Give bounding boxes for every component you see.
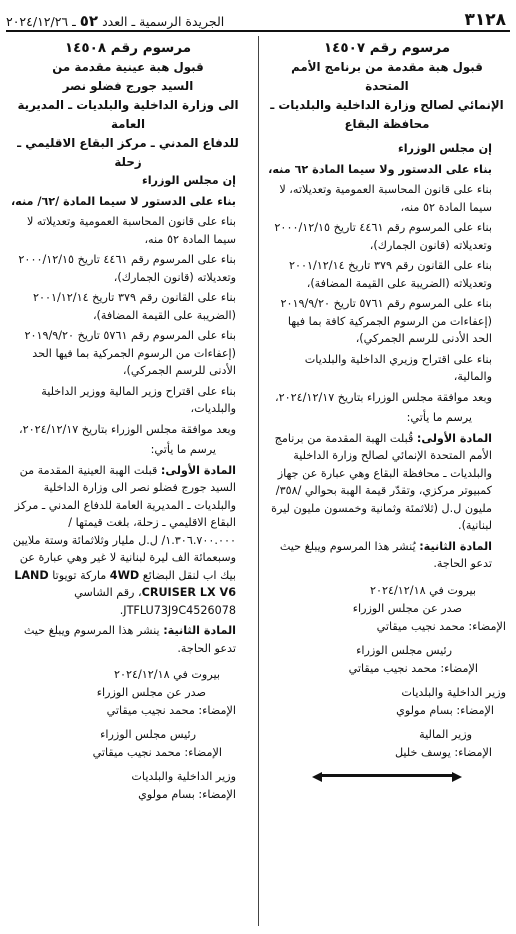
legal-basis: بناء على اقتراح وزيري الداخلية والبلديات والمالية، [304, 352, 492, 383]
council-heading: إن مجلس الوزراء [141, 174, 236, 187]
column-divider [258, 36, 259, 926]
issue-number: ٥٢ [79, 12, 99, 30]
constitution-basis: بناء على الدستور ولا سيما المادة ٦٢ منه، [268, 162, 492, 176]
article-1-label: المادة الأولى: [160, 463, 236, 477]
decree-subject-line: قبول هبة مقدمة من برنامج الأمم المتحدة [291, 60, 483, 93]
article-2-text: يُنشر هذا المرسوم ويبلغ حيث تدعو الحاجة. [279, 539, 492, 570]
article-1-text: قُبلت الهبة المقدمة من برنامج الأمم المتحدة الإنمائي لصالح وزارة الداخلية والبلديات ـ محافظة البقاع وهي عبارة عن جهاز كمبيوتر مركزي، وتقدّر قيمة الهبة بحوالي /٣٥٨/ مليون ل.ل (ثلاثمئة وثمانية وخمسون مليون ليرة لبنانية). [271, 431, 492, 532]
decree-14507 [268, 38, 506, 777]
chassis-label: ، رقم الشاسي [74, 586, 142, 599]
vehicle-brand: ماركة تويوتا [52, 568, 107, 582]
council-heading: إن مجلس الوزراء [397, 142, 492, 155]
decree-subject-line: محافظة البقاع [344, 117, 430, 131]
signature: الإمضاء: محمد نجيب ميقاتي [376, 619, 506, 633]
end-divider [322, 774, 452, 777]
signature: الإمضاء: محمد نجيب ميقاتي [106, 704, 236, 717]
article-1-text: قبلت الهبة العينية المقدمة من السيد جورج فضلو نصر الى وزارة الداخلية والبلديات ـ المديرية العامة للدفاع المدني ـ مركز البقاع الاقليمي ـ زحلة، بلغت قيمتها /١.٣٠٦.٧٠٠.٠٠٠/ ل.ل مليار وثلاثمائة وستة ملايين وسبعمائة الف ليرة لبنانية لا غير وهي عبارة عن بيك اب لنقل البضائع [12, 463, 236, 582]
legal-basis: بناء على القانون رقم ٣٧٩ تاريخ ٢٠٠١/١٢/١٤ (الضريبة على القيمة المضافة)، [32, 291, 236, 322]
decree-title: مرسوم رقم ١٤٥٠٨ [64, 40, 192, 56]
legal-basis: بناء على المرسوم رقم ٥٧٦١ تاريخ ٢٠١٩/٩/٢٠ (إعفاءات من الرسوم الجمركية بما فيها الحد الأدنى للرسم الجمركي)، [24, 329, 236, 377]
decree-subject-line: الإنمائي لصالح وزارة الداخلية والبلديات ـ [270, 98, 504, 112]
decree-subject-line: للدفاع المدني ـ مركز البقاع الاقليمي ـ زحلة [17, 136, 239, 169]
gazette-date: ـ ٢٠٢٤/١٢/٢٦ [6, 14, 76, 29]
article-1-label: المادة الأولى: [416, 431, 492, 445]
constitution-basis: بناء على الدستور لا سيما المادة /٦٢/ منه، [10, 194, 236, 208]
vehicle-drive: 4WD [109, 568, 140, 582]
page-header [6, 4, 510, 32]
page-number: ٣١٢٨ [464, 10, 506, 30]
legal-basis: وبعد موافقة مجلس الوزراء بتاريخ ٢٠٢٤/١٢/١٧، [19, 422, 236, 436]
gazette-title [6, 12, 224, 30]
decree-14508 [6, 38, 250, 804]
interior-minister-title: وزير الداخلية والبلديات [131, 770, 236, 783]
legal-basis: وبعد موافقة مجلس الوزراء بتاريخ ٢٠٢٤/١٢/١٧، [275, 390, 492, 404]
legal-basis: بناء على المرسوم رقم ٤٤٦١ تاريخ ٢٠٠٠/١٢/١٥ وتعديلاته (قانون الجمارك)، [18, 253, 236, 284]
decrees-heading: يرسم ما يأتي: [150, 443, 216, 456]
article-2-label: المادة الثانية: [419, 539, 492, 553]
decree-title: مرسوم رقم ١٤٥٠٧ [323, 40, 451, 56]
signature: الإمضاء: بسام مولوي [396, 703, 494, 717]
issued-by: صدر عن مجلس الوزراء [96, 686, 206, 699]
legal-basis: بناء على اقتراح وزير المالية ووزير الداخلية والبلديات، [41, 384, 236, 415]
legal-basis: بناء على القانون رقم ٣٧٩ تاريخ ٢٠٠١/١٢/١٤ وتعديلاته (الضريبة على القيمة المضافة)، [288, 259, 492, 290]
signature: الإمضاء: محمد نجيب ميقاتي [92, 746, 222, 759]
signature-block [268, 582, 506, 762]
article-2 [268, 538, 506, 573]
pm-title: رئيس مجلس الوزراء [356, 643, 452, 657]
finance-minister-title: وزير المالية [419, 727, 472, 741]
article-1 [268, 430, 506, 535]
decree-subject-line: الى وزارة الداخلية والبلديات ـ المديرية العامة [17, 98, 239, 131]
signature-block [6, 666, 250, 804]
legal-basis: بناء على المرسوم رقم ٤٤٦١ تاريخ ٢٠٠٠/١٢/١٥ وتعديلاته (قانون الجمارك)، [274, 221, 492, 252]
article-2-label: المادة الثانية: [163, 624, 236, 637]
place-date: بيروت في ٢٠٢٤/١٢/١٨ [113, 668, 220, 681]
vehicle-model: LAND CRUISER LX V6 [14, 568, 236, 599]
legal-basis: بناء على قانون المحاسبة العمومية وتعديلاته لا سيما المادة ٥٢ منه، [26, 215, 236, 246]
decree-subject-line: السيد جورج فضلو نصر [62, 79, 194, 93]
article-1: المادة الأولى: قبلت الهبة العينية المقدمة من السيد جورج فضلو نصر الى وزارة الداخلية والبلديات ـ المديرية العامة للدفاع المدني ـ مركز البقاع الاقليمي ـ زحلة، بلغت قيمتها /١.٣٠٦.٧٠٠.٠٠٠/ ل.ل مليار وثلاثمائة وستة ملايين وسبعمائة الف ليرة لبنانية لا غير وهي عبارة عن بيك اب لنقل البضائع 4WD ماركة تويوتا LAND CRUISER LX V6، رقم الشاسي JTFLU73J9C4526078. [12, 463, 236, 617]
signature: الإمضاء: بسام مولوي [138, 788, 236, 801]
signature: الإمضاء: يوسف خليل [394, 745, 492, 759]
pm-title: رئيس مجلس الوزراء [100, 728, 196, 741]
chassis-number: JTFLU73J9C4526078 [123, 603, 236, 617]
legal-basis: بناء على قانون المحاسبة العمومية وتعديلاته، لا سيما المادة ٥٢ منه، [279, 183, 492, 214]
issued-by: صدر عن مجلس الوزراء [352, 601, 462, 615]
place-date: بيروت في ٢٠٢٤/١٢/١٨ [369, 583, 476, 597]
article-2 [6, 622, 250, 657]
interior-minister-title: وزير الداخلية والبلديات [401, 685, 506, 699]
decree-subject-line: قبول هبة عينية مقدمة من [52, 60, 204, 74]
decrees-heading: يرسم ما يأتي: [406, 411, 472, 424]
signature: الإمضاء: محمد نجيب ميقاتي [348, 661, 478, 675]
legal-basis: بناء على المرسوم رقم ٥٧٦١ تاريخ ٢٠١٩/٩/٢٠ (إعفاءات من الرسوم الجمركية كافة بما فيها الحد الأدنى للرسم الجمركي)، [280, 297, 492, 345]
gazette-title-prefix: الجريدة الرسمية ـ العدد [102, 14, 225, 29]
article-2-text: ينشر هذا المرسوم ويبلغ حيث تدعو الحاجة. [23, 624, 236, 655]
